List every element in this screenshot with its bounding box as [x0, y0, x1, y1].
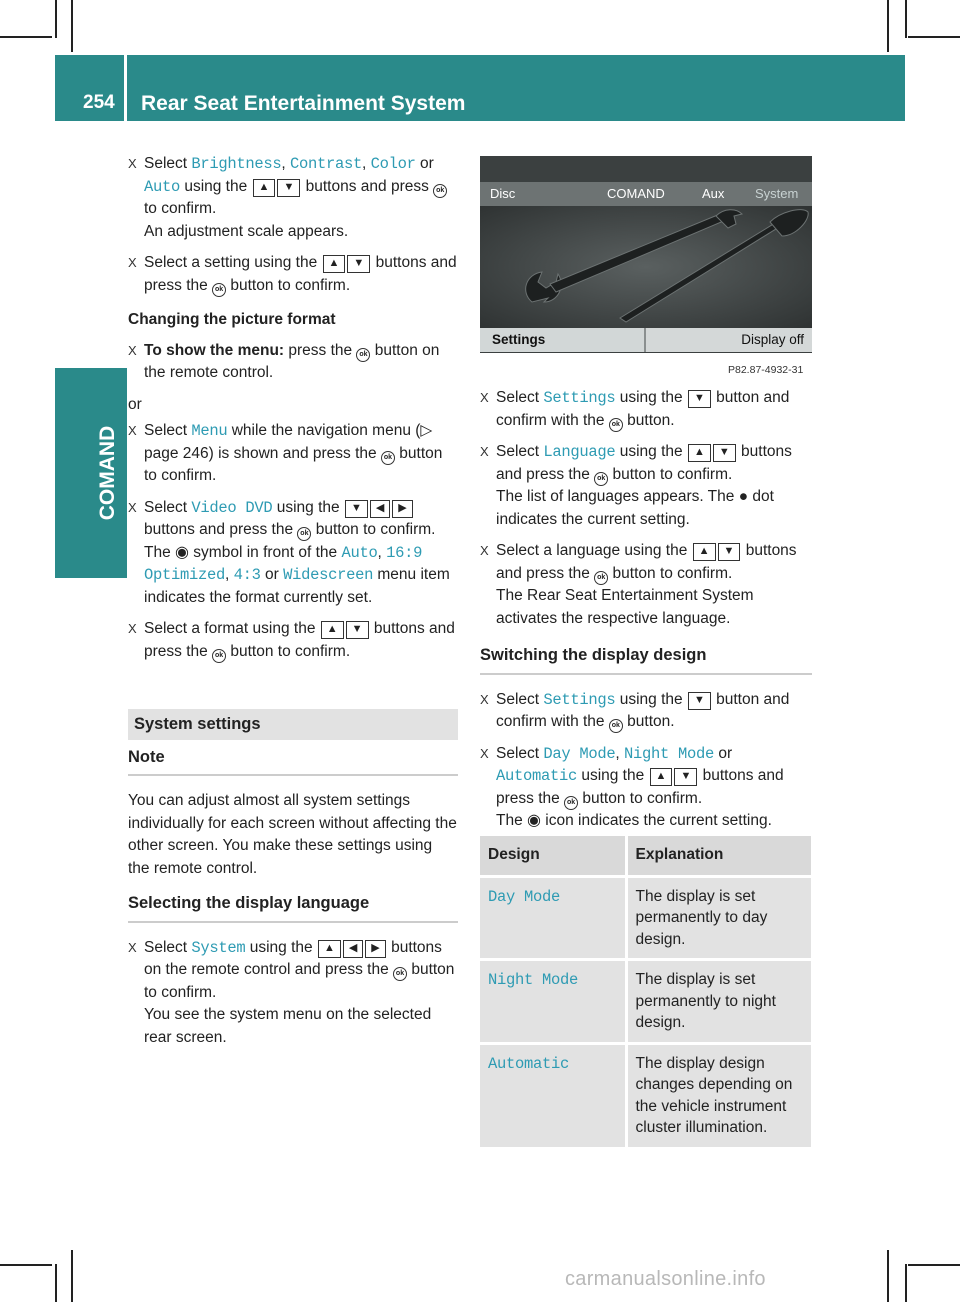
- right-key-icon: ▶: [392, 500, 412, 518]
- step-arrow-icon: X: [128, 939, 137, 955]
- step-arrow-icon: X: [480, 444, 489, 459]
- crop-mark: [0, 36, 52, 38]
- step-select-mode: [480, 743, 812, 833]
- note-heading: Note: [128, 746, 458, 777]
- crop-mark: [55, 0, 57, 38]
- step-result: The list of languages appears. The ● dot indicates the current setting.: [496, 488, 774, 528]
- down-key-icon: ▼: [688, 390, 711, 408]
- crop-mark: [71, 1250, 73, 1302]
- step-result: You see the system menu on the selected rear screen.: [144, 1006, 432, 1046]
- note-text: You can adjust almost all system settings individually for each screen without affecting the other screen. You make these settings using the remote control.: [128, 792, 457, 877]
- up-key-icon: ▲: [323, 255, 346, 273]
- step-result: The ◉ icon indicates the current setting.: [496, 812, 772, 829]
- system-menu-screenshot: [480, 156, 812, 353]
- step-arrow-icon: X: [128, 255, 137, 270]
- step-text: To show the menu: press the ok button on the remote control.: [144, 341, 440, 381]
- chapter-title: Rear Seat Entertainment System: [141, 92, 466, 115]
- left-key-icon: ◀: [343, 940, 363, 958]
- ok-button-icon: ok: [609, 418, 623, 432]
- step-select-a-language: [480, 540, 812, 630]
- screen-tab-disc: Disc: [490, 186, 516, 201]
- step-text: Select a format using the ▲ ▼ buttons and press the ok button to confirm.: [144, 618, 458, 663]
- design-table: [480, 836, 811, 1150]
- screen-display-off-item: Display off: [741, 332, 804, 347]
- down-key-icon: ▼: [718, 543, 741, 561]
- step-select-brightness: [128, 153, 458, 243]
- step-text: Select a setting using the ▲ ▼ buttons and press the ok button to confirm.: [144, 252, 458, 297]
- ok-button-icon: ok: [297, 527, 311, 541]
- table-row: [480, 960, 811, 1044]
- step-select-video-dvd: [128, 497, 458, 610]
- step-text: Select Day Mode, Night Mode or Automatic using the ▲ ▼ buttons and press the ok button to confirm.: [496, 743, 812, 811]
- bullet-dot-icon: ●: [738, 488, 749, 505]
- up-key-icon: ▲: [650, 768, 673, 786]
- table-row: [480, 876, 811, 960]
- crop-mark: [887, 1250, 889, 1302]
- step-text: Select System using the ▲ ◀ ▶ buttons on the remote control and press the ok button to confirm.: [144, 938, 455, 1001]
- step-show-menu: [128, 340, 458, 385]
- design-cell: Day Mode: [480, 876, 626, 960]
- ok-button-icon: ok: [609, 719, 623, 733]
- step-select-menu: [128, 420, 458, 488]
- step-text: Select Video DVD using the ▼ ◀ ▶ buttons and press the ok button to confirm.: [144, 497, 458, 542]
- down-key-icon: ▼: [277, 179, 300, 197]
- screen-tab-aux: Aux: [702, 186, 725, 201]
- ok-button-icon: ok: [393, 967, 407, 981]
- wrench-screwdriver-icon: [480, 206, 812, 328]
- step-arrow-icon: X: [480, 543, 489, 558]
- explanation-cell: The display is set permanently to night design.: [626, 960, 811, 1044]
- radio-dot-icon: ◉: [175, 543, 189, 561]
- crop-mark: [71, 0, 73, 52]
- heading-display-design: Switching the display design: [480, 644, 812, 675]
- step-arrow-icon: X: [128, 342, 137, 358]
- step-select-settings-2: [480, 689, 812, 734]
- step-text: Select Settings using the ▼ button and confirm with the ok button.: [496, 689, 812, 734]
- step-arrow-icon: X: [128, 499, 137, 515]
- screen-tab-bar: [480, 182, 812, 206]
- step-select-system: [128, 937, 458, 1050]
- column-header-explanation: Explanation: [626, 836, 811, 876]
- step-text: Select a language using the ▲ ▼ buttons and press the ok button to confirm.: [496, 540, 812, 585]
- step-select-setting: [128, 252, 458, 297]
- down-key-icon: ▼: [674, 768, 697, 786]
- crop-mark: [55, 1264, 57, 1302]
- down-key-icon: ▼: [688, 692, 711, 710]
- step-result: The ◉ symbol in front of the Auto, 16:9 Optimized, 4:3 or Widescreen menu item indicates the format currently set.: [144, 543, 450, 606]
- watermark: carmanualsonline.info: [565, 1268, 766, 1290]
- step-text: Select Brightness, Contrast, Color or Auto using the ▲ ▼ buttons and press ok to confirm.: [144, 153, 458, 221]
- down-key-icon: ▼: [347, 255, 370, 273]
- heading-picture-format: Changing the picture format: [128, 311, 336, 328]
- step-text: Select Language using the ▲ ▼ buttons and press the ok button to confirm.: [496, 441, 812, 486]
- screen-settings-item: Settings: [480, 328, 646, 352]
- crop-mark: [905, 0, 907, 38]
- up-key-icon: ▲: [321, 621, 344, 639]
- ok-button-icon: ok: [564, 796, 578, 810]
- header-divider: [124, 55, 127, 121]
- heading-display-language: Selecting the display language: [128, 892, 458, 923]
- crop-mark: [0, 1264, 52, 1266]
- section-title-system-settings: System settings: [128, 709, 458, 740]
- radio-dot-icon: ◉: [527, 812, 541, 829]
- step-result: An adjustment scale appears.: [144, 222, 349, 240]
- ok-button-icon: ok: [356, 348, 370, 362]
- step-text: Select Menu while the navigation menu (▷ page 246) is shown and press the ok button to confirm.: [144, 422, 443, 484]
- crop-mark: [908, 36, 960, 38]
- step-arrow-icon: X: [480, 691, 489, 707]
- down-key-icon: ▼: [345, 500, 368, 518]
- down-key-icon: ▼: [346, 621, 369, 639]
- table-row: [480, 1043, 811, 1148]
- step-text: Select Settings using the ▼ button and confirm with the ok button.: [496, 387, 812, 432]
- ok-button-icon: ok: [381, 451, 395, 465]
- side-label: COMAND: [95, 425, 119, 521]
- screen-bottom-bar: [480, 328, 812, 352]
- step-arrow-icon: X: [128, 621, 137, 636]
- step-arrow-icon: X: [128, 423, 137, 438]
- screen-tab-system: System: [755, 186, 799, 201]
- crop-mark: [905, 1264, 907, 1302]
- step-arrow-icon: X: [480, 745, 489, 761]
- up-key-icon: ▲: [318, 940, 341, 958]
- design-cell: Automatic: [480, 1043, 626, 1148]
- right-key-icon: ▶: [365, 940, 385, 958]
- crop-mark: [887, 0, 889, 52]
- explanation-cell: The display design changes depending on the vehicle instrument cluster illumination.: [626, 1043, 811, 1148]
- crop-mark: [908, 1264, 960, 1266]
- step-select-settings: [480, 387, 812, 432]
- figure-code: P82.87-4932-31: [728, 364, 804, 376]
- ok-button-icon: ok: [594, 571, 608, 585]
- left-key-icon: ◀: [370, 500, 390, 518]
- ok-button-icon: ok: [212, 283, 226, 297]
- ok-button-icon: ok: [212, 649, 226, 663]
- table-header-row: [480, 836, 811, 876]
- left-column: [128, 153, 458, 1058]
- ok-button-icon: ok: [594, 472, 608, 486]
- design-cell: Night Mode: [480, 960, 626, 1044]
- step-select-language: [480, 441, 812, 531]
- up-key-icon: ▲: [688, 444, 711, 462]
- right-column: [480, 387, 812, 842]
- explanation-cell: The display is set permanently to day design.: [626, 876, 811, 960]
- column-header-design: Design: [480, 836, 626, 876]
- step-result: The Rear Seat Entertainment System activates the respective language.: [496, 587, 754, 627]
- step-arrow-icon: X: [480, 390, 489, 405]
- screen-tab-comand: COMAND: [607, 186, 665, 201]
- ok-button-icon: ok: [433, 184, 447, 198]
- up-key-icon: ▲: [693, 543, 716, 561]
- step-select-format: [128, 618, 458, 663]
- down-key-icon: ▼: [713, 444, 736, 462]
- or-text: or: [128, 395, 142, 413]
- page-ref-icon: ▷: [420, 422, 433, 439]
- step-arrow-icon: X: [128, 156, 137, 171]
- page-number: 254: [83, 92, 115, 113]
- up-key-icon: ▲: [253, 179, 276, 197]
